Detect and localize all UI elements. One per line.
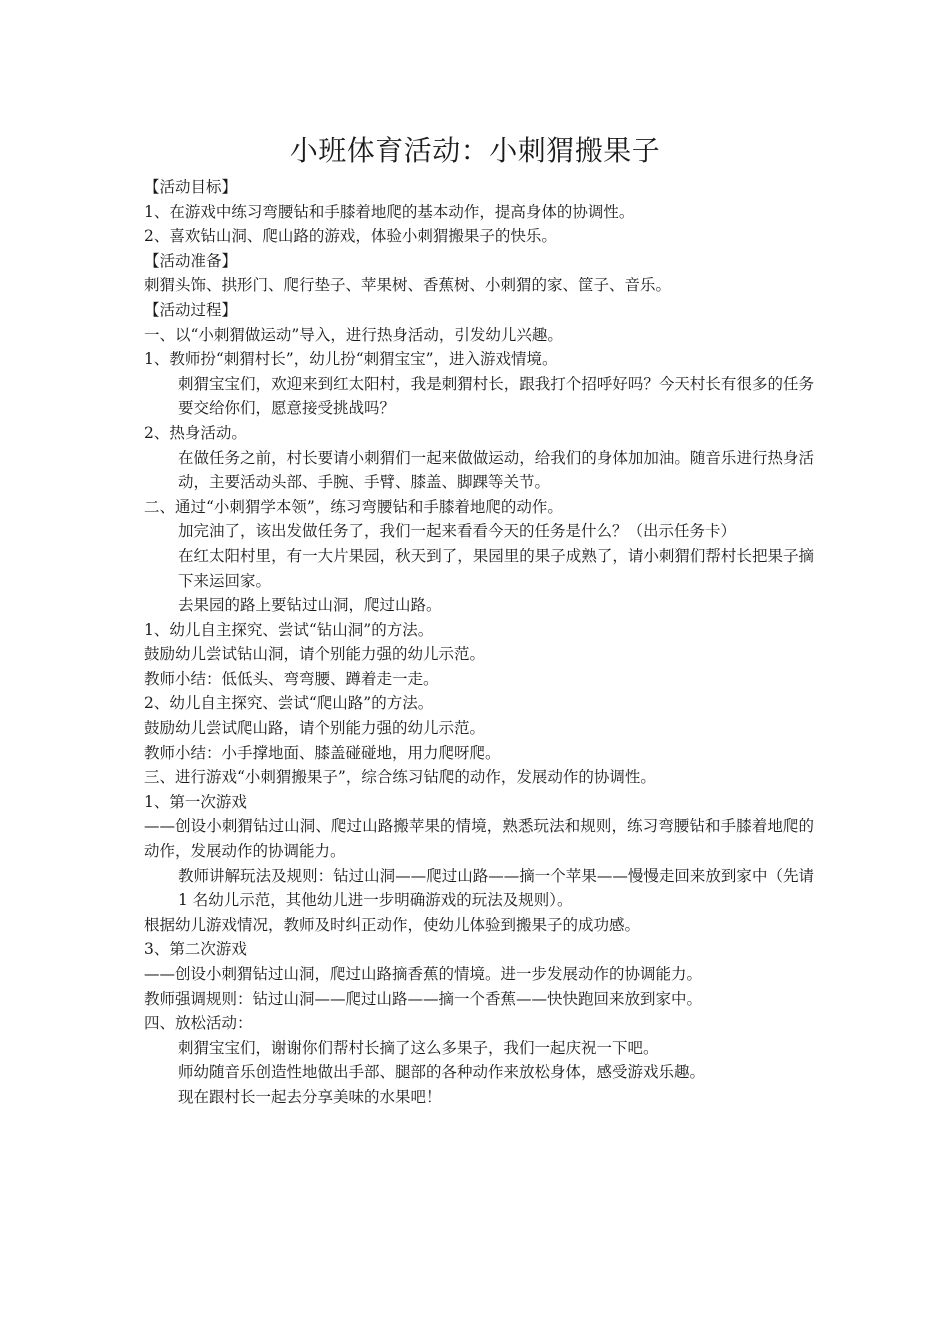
paragraph-line: 鼓励幼儿尝试爬山路，请个别能力强的幼儿示范。 [144, 719, 486, 738]
paragraph-line: 教师讲解玩法及规则：钻过山洞——爬过山路——摘一个苹果——慢慢走回来放到家中（先请 1 名幼儿示范，其他幼儿进一步明确游戏的玩法及规则）。 [178, 866, 814, 910]
paragraph-line: 3、第二次游戏 [144, 940, 247, 959]
paragraph-line: 去果园的路上要钻过山洞，爬过山路。 [178, 596, 442, 615]
paragraph-line: 根据幼儿游戏情况，教师及时纠正动作，使幼儿体验到搬果子的成功感。 [144, 915, 641, 934]
paragraph-line: 四、放松活动： [144, 1014, 253, 1033]
paragraph-line: 现在跟村长一起去分享美味的水果吧！ [178, 1087, 442, 1106]
paragraph-line: 二、通过“小刺猬学本领”，练习弯腰钻和手膝着地爬的动作。 [144, 497, 563, 516]
paragraph-line: 2、喜欢钻山洞、爬山路的游戏，体验小刺猬搬果子的快乐。 [144, 227, 557, 246]
paragraph-line: 教师小结：低低头、弯弯腰、蹲着走一走。 [144, 669, 439, 688]
paragraph-line: 刺猬宝宝们，欢迎来到红太阳村，我是刺猬村长，跟我打个招呼好吗？今天村长有很多的任务要交给你们，愿意接受挑战吗？ [178, 374, 814, 418]
paragraph-line: 1、幼儿自主探究、尝试“钻山洞”的方法。 [144, 620, 434, 639]
paragraph-line: 教师小结：小手撑地面、膝盖碰碰地，用力爬呀爬。 [144, 743, 501, 762]
document-body [144, 175, 814, 1110]
paragraph-line: 鼓励幼儿尝试钻山洞，请个别能力强的幼儿示范。 [144, 645, 486, 664]
paragraph-line: 1、第一次游戏 [144, 792, 247, 811]
paragraph-line: 2、热身活动。 [144, 423, 247, 442]
paragraph-line: 刺猬宝宝们，谢谢你们帮村长摘了这么多果子，我们一起庆祝一下吧。 [178, 1038, 659, 1057]
paragraph-line: 师幼随音乐创造性地做出手部、腿部的各种动作来放松身体，感受游戏乐趣。 [178, 1063, 706, 1082]
paragraph-line: 【活动目标】 [144, 178, 238, 196]
paragraph-line: 1、在游戏中练习弯腰钻和手膝着地爬的基本动作，提高身体的协调性。 [144, 202, 635, 221]
document-title: 小班体育活动：小刺猬搬果子 [289, 134, 661, 167]
paragraph-line: ——创设小刺猬钻过山洞、爬过山路搬苹果的情境，熟悉玩法和规则，练习弯腰钻和手膝着地爬的动作，发展动作的协调能力。 [144, 817, 814, 861]
paragraph-line: 三、进行游戏“小刺猬搬果子”，综合练习钻爬的动作，发展动作的协调性。 [144, 768, 656, 787]
paragraph-line: 一、以“小刺猬做运动”导入，进行热身活动，引发幼儿兴趣。 [144, 325, 563, 344]
paragraph-line: ——创设小刺猬钻过山洞，爬过山路摘香蕉的情境。进一步发展动作的协调能力。 [144, 965, 703, 983]
paragraph-line: 在红太阳村里，有一大片果园，秋天到了，果园里的果子成熟了，请小刺猬们帮村长把果子摘下来运回家。 [178, 546, 814, 590]
paragraph-line: 【活动过程】 [144, 300, 238, 319]
paragraph-line: 1、教师扮“刺猬村长”，幼儿扮“刺猬宝宝”，进入游戏情境。 [144, 350, 558, 369]
paragraph-line: 在做任务之前，村长要请小刺猬们一起来做做运动，给我们的身体加加油。随音乐进行热身活动，主要活动头部、手腕、手臂、膝盖、脚踝等关节。 [178, 448, 814, 492]
paragraph-line: 刺猬头饰、拱形门、爬行垫子、苹果树、香蕉树、小刺猬的家、筐子、音乐。 [144, 276, 672, 295]
paragraph-line: 【活动准备】 [144, 251, 238, 270]
paragraph-line: 教师强调规则：钻过山洞——爬过山路——摘一个香蕉——快快跑回来放到家中。 [144, 989, 703, 1008]
paragraph-line: 2、幼儿自主探究、尝试“爬山路”的方法。 [144, 694, 434, 713]
paragraph-line: 加完油了，该出发做任务了，我们一起来看看今天的任务是什么？（出示任务卡） [178, 522, 737, 541]
